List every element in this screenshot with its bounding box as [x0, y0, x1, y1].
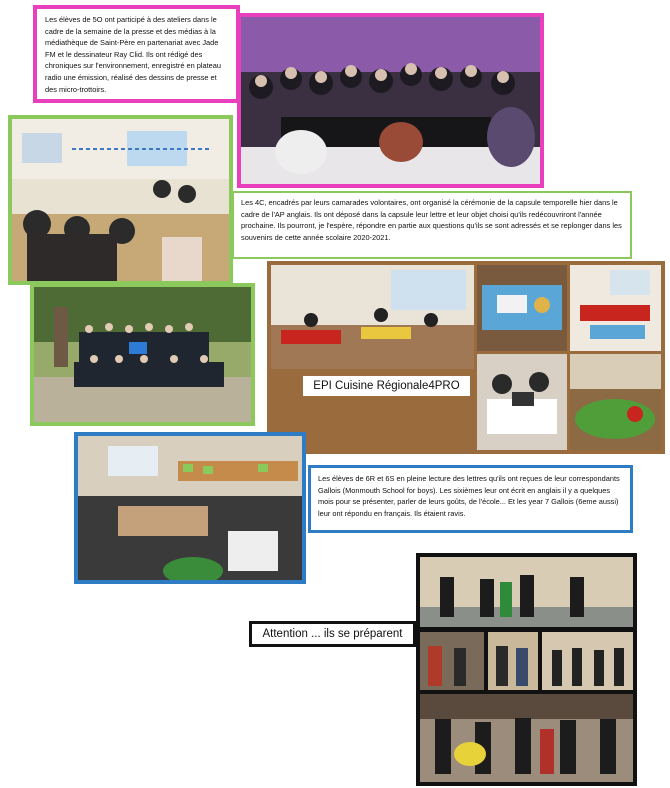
photo-costumes-bottom: [420, 694, 633, 782]
time-capsule-text-box: [232, 191, 632, 259]
cuisine-caption: EPI Cuisine Régionale4PRO: [313, 380, 460, 392]
photo-cuisine-canteen: [271, 265, 474, 369]
press-week-text-box: [33, 5, 240, 103]
letters-text: Les élèves de 6R et 6S en pleine lecture des lettres qu'ils ont reçues de leur correspondants Gallois (Monmouth School for boys). Les sixièmes leur ont écrit en anglais il y a quelques mois pour se présenter, parler de leurs goûts, de l'école... Et les year 7 Gallois (6eme aussi) leur ont répondu en français. Ils étaient ravis.: [318, 474, 620, 518]
press-week-text: Les élèves de 5O ont participé à des ateliers dans le cadre de la semaine de la presse et des médias à la médiathèque de Saint-Père en partenariat avec Jade FM et le dessinateur Ray Clid. Ils ont rédigé des chroniques sur l'environnement, enregistré en plateau radio une émission, réalisé des dessins de presse et des micro-trottoirs.: [45, 15, 222, 94]
photo-costumes-mid-right: [542, 632, 633, 690]
photo-letters-classroom: [74, 432, 306, 584]
photo-cuisine-student-laptop: [477, 354, 567, 450]
photo-time-capsule-classroom: [8, 115, 233, 285]
time-capsule-text: Les 4C, encadrés par leurs camarades volontaires, ont organisé la cérémonie de la capsule temporelle hier dans le cadre de l'AP anglais. Ils ont déposé dans la capsule leur lettre et leur objet choisi qu'ils redécouvriront l'année prochaine. Ils pourront, je l'espère, répondre en partie aux questions qu'ils se sont adressés et se replonger dans les souvenirs de cette année scolaire 2020-2021.: [241, 198, 622, 242]
letters-text-box: [308, 465, 633, 533]
costumes-caption-box: [249, 621, 416, 647]
cuisine-caption-box: [299, 372, 474, 400]
photo-cuisine-table-blue: [477, 265, 567, 351]
photo-cuisine-table-green: [570, 354, 661, 450]
photo-cuisine-room-right: [570, 265, 661, 351]
photo-costumes-top: [420, 557, 633, 627]
photo-costumes-mid-left: [420, 632, 484, 690]
photo-time-capsule-group: [30, 283, 255, 426]
photo-radio-workshop: [237, 13, 544, 188]
costumes-caption: Attention ... ils se préparent: [262, 628, 403, 640]
photo-costumes-mid-center: [488, 632, 538, 690]
